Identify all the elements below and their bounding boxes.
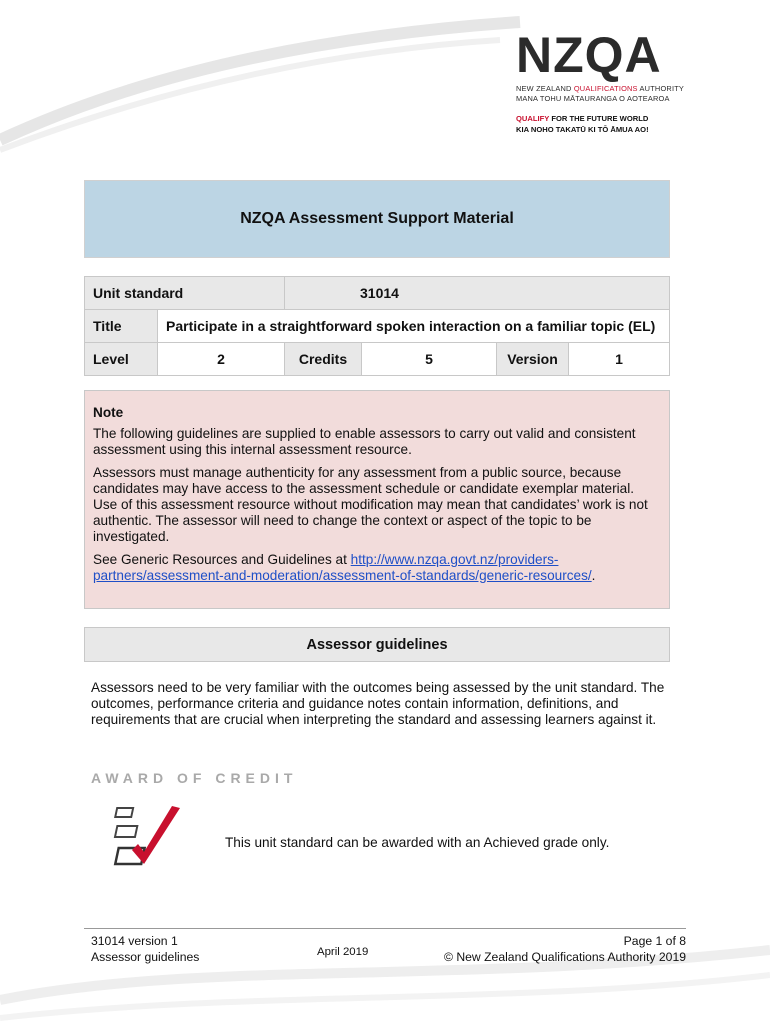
level-label: Level (85, 343, 158, 376)
note-box (84, 390, 670, 609)
page-title: NZQA Assessment Support Material (84, 180, 670, 258)
footer-version: 31014 version 1 (91, 934, 178, 948)
checklist-icon (112, 804, 192, 876)
note-paragraph-2: Assessors must manage authenticity for any assessment from a public source, because candidates may have access to the assessment schedule or candidate exemplar material. Use of this assessment resource without modification may mean that candidates’ work is not authentic. The assessor will need to change the context or aspect of the topic to be investigated. (93, 464, 648, 545)
logo-line-1: NEW ZEALAND QUALIFICATIONS AUTHORITY (516, 84, 685, 93)
generic-resources-link[interactable]: http://www.nzqa.govt.nz/providers-partners/assessment-and-moderation/assessment-of-standards/generic-resources/ (93, 551, 592, 583)
note-paragraph-3: See Generic Resources and Guidelines at http://www.nzqa.govt.nz/providers-partners/assessment-and-moderation/assessment-of-standards/generic-resources/. (93, 551, 596, 583)
level-value: 2 (158, 343, 285, 376)
logo-tagline-2: KIA NOHO TAKATŪ KI TŌ ĀMUA AO! (516, 125, 649, 134)
version-value: 1 (569, 343, 670, 376)
title-value: Participate in a straightforward spoken interaction on a familiar topic (EL) (158, 310, 670, 343)
unit-info-table (84, 276, 670, 376)
version-label: Version (497, 343, 569, 376)
title-row (85, 310, 670, 343)
footer-left (91, 933, 199, 965)
footer-divider (84, 928, 686, 929)
logo-name: NZQA (516, 27, 662, 83)
logo-tagline-1: QUALIFY FOR THE FUTURE WORLD (516, 114, 649, 123)
unit-standard-value: 31014 (285, 277, 670, 310)
footer-page-number: Page 1 of 8 (623, 934, 686, 948)
logo-line-2: MANA TOHU MĀTAURANGA O AOTEAROA (516, 94, 670, 103)
assessor-guidelines-text: Assessors need to be very familiar with the outcomes being assessed by the unit standard. The outcomes, performance criteria and guidance notes contain information, definitions, and requirements that are crucial when interpreting the standard and assessing learners against it. (91, 680, 665, 728)
footer-doc-type: Assessor guidelines (91, 950, 200, 964)
title-label: Title (85, 310, 158, 343)
footer-date: April 2019 (317, 946, 369, 958)
logo-wordmark (516, 27, 696, 83)
unit-standard-row (85, 277, 670, 310)
footer-right (444, 933, 686, 965)
note-paragraph-1: The following guidelines are supplied to enable assessors to carry out valid and consistent assessment using this internal assessment resource. (93, 426, 636, 458)
unit-standard-label: Unit standard (85, 277, 285, 310)
award-of-credit-heading: AWARD OF CREDIT (91, 770, 298, 786)
award-text: This unit standard can be awarded with an Achieved grade only. (225, 835, 610, 850)
footer-copyright: © New Zealand Qualifications Authority 2019 (443, 950, 686, 964)
nzqa-logo (516, 27, 696, 135)
assessor-guidelines-heading: Assessor guidelines (84, 627, 670, 662)
level-row (85, 343, 670, 376)
note-heading: Note (93, 405, 124, 420)
credits-value: 5 (362, 343, 497, 376)
credits-label: Credits (285, 343, 362, 376)
